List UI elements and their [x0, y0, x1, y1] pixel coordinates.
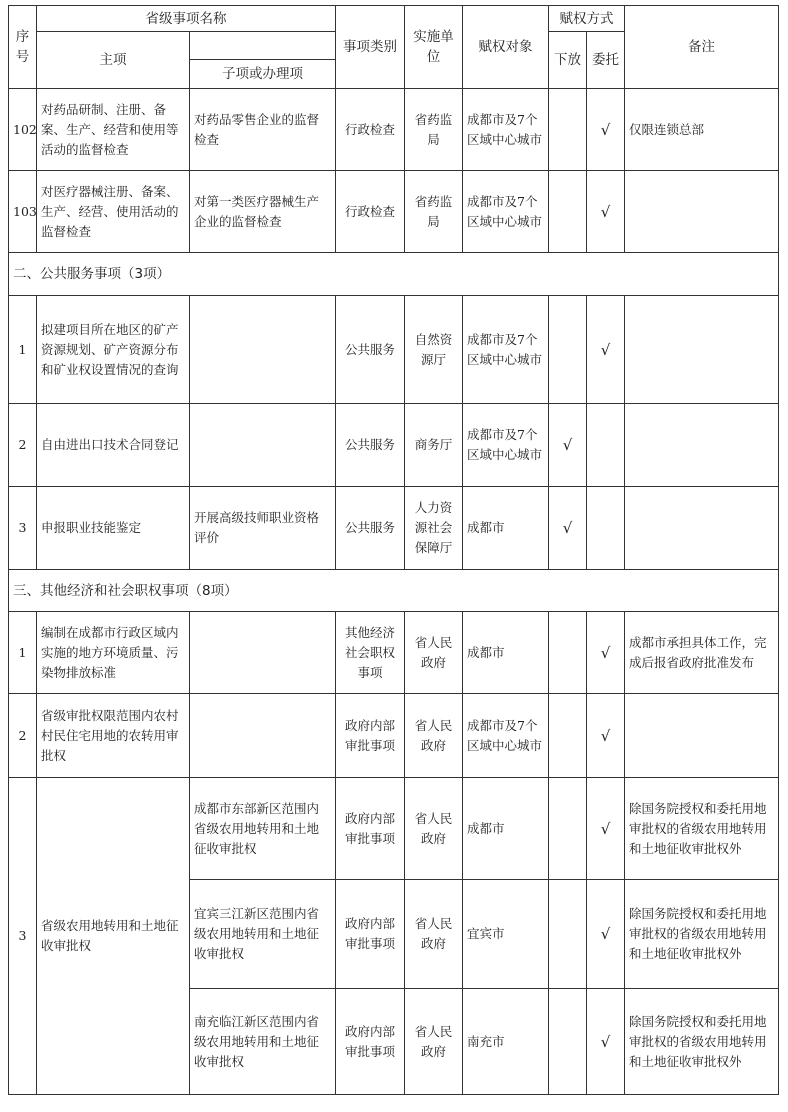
section-title: 三、其他经济和社会职权事项（8项）: [9, 570, 779, 612]
cell-target: 成都市及7个区域中心城市: [463, 171, 549, 253]
cell-down: [549, 989, 587, 1095]
header-dept: 实施单位: [405, 6, 463, 89]
cell-dept: 省药监局: [405, 89, 463, 171]
table-row: [9, 612, 779, 694]
cell-no: 2: [9, 694, 37, 778]
cell-note: [625, 404, 779, 487]
cell-main: 对医疗器械注册、备案、生产、经营、使用活动的监督检查: [37, 171, 190, 253]
cell-dept: 省人民政府: [405, 694, 463, 778]
cell-down: [549, 778, 587, 880]
cell-down: [549, 612, 587, 694]
cell-note: 仅限连锁总部: [625, 89, 779, 171]
cell-category: 政府内部审批事项: [336, 694, 405, 778]
table-row: [9, 404, 779, 487]
cell-down: [549, 296, 587, 404]
cell-no: 103: [9, 171, 37, 253]
cell-main: 拟建项目所在地区的矿产资源规划、矿产资源分布和矿业权设置情况的查询: [37, 296, 190, 404]
cell-no: 2: [9, 404, 37, 487]
cell-category: 政府内部审批事项: [336, 989, 405, 1095]
cell-note: [625, 487, 779, 570]
header-entrust: 委托: [587, 32, 625, 89]
table-row: [9, 89, 779, 171]
cell-main: 编制在成都市行政区域内实施的地方环境质量、污染物排放标准: [37, 612, 190, 694]
check-mark: √: [587, 89, 625, 171]
cell-entrust: [587, 487, 625, 570]
cell-note: [625, 694, 779, 778]
table-row: [9, 778, 779, 880]
cell-dept: 省人民政府: [405, 778, 463, 880]
table-row: [9, 694, 779, 778]
cell-target: 宜宾市: [463, 880, 549, 989]
cell-category: 政府内部审批事项: [336, 778, 405, 880]
header-target: 赋权对象: [463, 6, 549, 89]
section-row: [9, 570, 779, 612]
cell-down: [549, 880, 587, 989]
header-note: 备注: [625, 6, 779, 89]
header-down: 下放: [549, 32, 587, 89]
cell-sub: 成都市东部新区范围内省级农用地转用和土地征收审批权: [190, 778, 336, 880]
cell-sub: 对药品零售企业的监督检查: [190, 89, 336, 171]
cell-target: 成都市: [463, 487, 549, 570]
header-category: 事项类别: [336, 6, 405, 89]
header-seq: 序号: [9, 6, 37, 89]
cell-note: 除国务院授权和委托用地审批权的省级农用地转用和土地征收审批权外: [625, 880, 779, 989]
cell-target: 成都市及7个区域中心城市: [463, 404, 549, 487]
cell-down: [549, 694, 587, 778]
check-mark: √: [549, 404, 587, 487]
cell-note: [625, 171, 779, 253]
section-title: 二、公共服务事项（3项）: [9, 253, 779, 296]
cell-dept: 自然资源厅: [405, 296, 463, 404]
header-method: 赋权方式: [549, 6, 625, 32]
header-sub: 子项或办理项: [190, 60, 336, 89]
cell-main: 申报职业技能鉴定: [37, 487, 190, 570]
cell-note: [625, 296, 779, 404]
cell-target: 成都市及7个区域中心城市: [463, 89, 549, 171]
cell-sub: [190, 404, 336, 487]
section-row: [9, 253, 779, 296]
cell-target: 成都市: [463, 612, 549, 694]
check-mark: √: [549, 487, 587, 570]
header-main: 主项: [37, 32, 190, 89]
cell-sub: 宜宾三江新区范围内省级农用地转用和土地征收审批权: [190, 880, 336, 989]
cell-dept: 省药监局: [405, 171, 463, 253]
cell-note: 除国务院授权和委托用地审批权的省级农用地转用和土地征收审批权外: [625, 989, 779, 1095]
cell-no: 3: [9, 487, 37, 570]
check-mark: √: [587, 296, 625, 404]
cell-no: 102: [9, 89, 37, 171]
cell-down: [549, 171, 587, 253]
check-mark: √: [587, 778, 625, 880]
cell-dept: 省人民政府: [405, 612, 463, 694]
cell-sub: [190, 612, 336, 694]
cell-target: 成都市及7个区域中心城市: [463, 296, 549, 404]
cell-main: 对药品研制、注册、备案、生产、经营和使用等活动的监督检查: [37, 89, 190, 171]
check-mark: √: [587, 171, 625, 253]
check-mark: √: [587, 694, 625, 778]
cell-category: 公共服务: [336, 487, 405, 570]
cell-no: 1: [9, 612, 37, 694]
check-mark: √: [587, 880, 625, 989]
cell-note: 成都市承担具体工作，完成后报省政府批准发布: [625, 612, 779, 694]
header-sub-spacer: [190, 32, 336, 60]
cell-main: 省级审批权限范围内农村村民住宅用地的农转用审批权: [37, 694, 190, 778]
cell-category: 政府内部审批事项: [336, 880, 405, 989]
cell-category: 公共服务: [336, 404, 405, 487]
cell-dept: 省人民政府: [405, 880, 463, 989]
check-mark: √: [587, 989, 625, 1095]
table-row: [9, 487, 779, 570]
cell-entrust: [587, 404, 625, 487]
cell-main: 省级农用地转用和土地征收审批权: [37, 778, 190, 1095]
cell-category: 行政检查: [336, 89, 405, 171]
cell-sub: 南充临江新区范围内省级农用地转用和土地征收审批权: [190, 989, 336, 1095]
header-item-name: 省级事项名称: [37, 6, 336, 32]
cell-category: 公共服务: [336, 296, 405, 404]
cell-target: 成都市: [463, 778, 549, 880]
table-row: [9, 171, 779, 253]
check-mark: √: [587, 612, 625, 694]
cell-dept: 商务厅: [405, 404, 463, 487]
cell-sub: [190, 694, 336, 778]
cell-target: 南充市: [463, 989, 549, 1095]
table-row: [9, 296, 779, 404]
cell-main: 自由进出口技术合同登记: [37, 404, 190, 487]
cell-category: 行政检查: [336, 171, 405, 253]
cell-no: 3: [9, 778, 37, 1095]
cell-sub: 开展高级技师职业资格评价: [190, 487, 336, 570]
cell-sub: [190, 296, 336, 404]
cell-sub: 对第一类医疗器械生产企业的监督检查: [190, 171, 336, 253]
cell-dept: 人力资源社会保障厅: [405, 487, 463, 570]
authorization-table: [8, 5, 779, 1095]
cell-dept: 省人民政府: [405, 989, 463, 1095]
cell-no: 1: [9, 296, 37, 404]
cell-category: 其他经济社会职权事项: [336, 612, 405, 694]
cell-note: 除国务院授权和委托用地审批权的省级农用地转用和土地征收审批权外: [625, 778, 779, 880]
cell-down: [549, 89, 587, 171]
cell-target: 成都市及7个区域中心城市: [463, 694, 549, 778]
